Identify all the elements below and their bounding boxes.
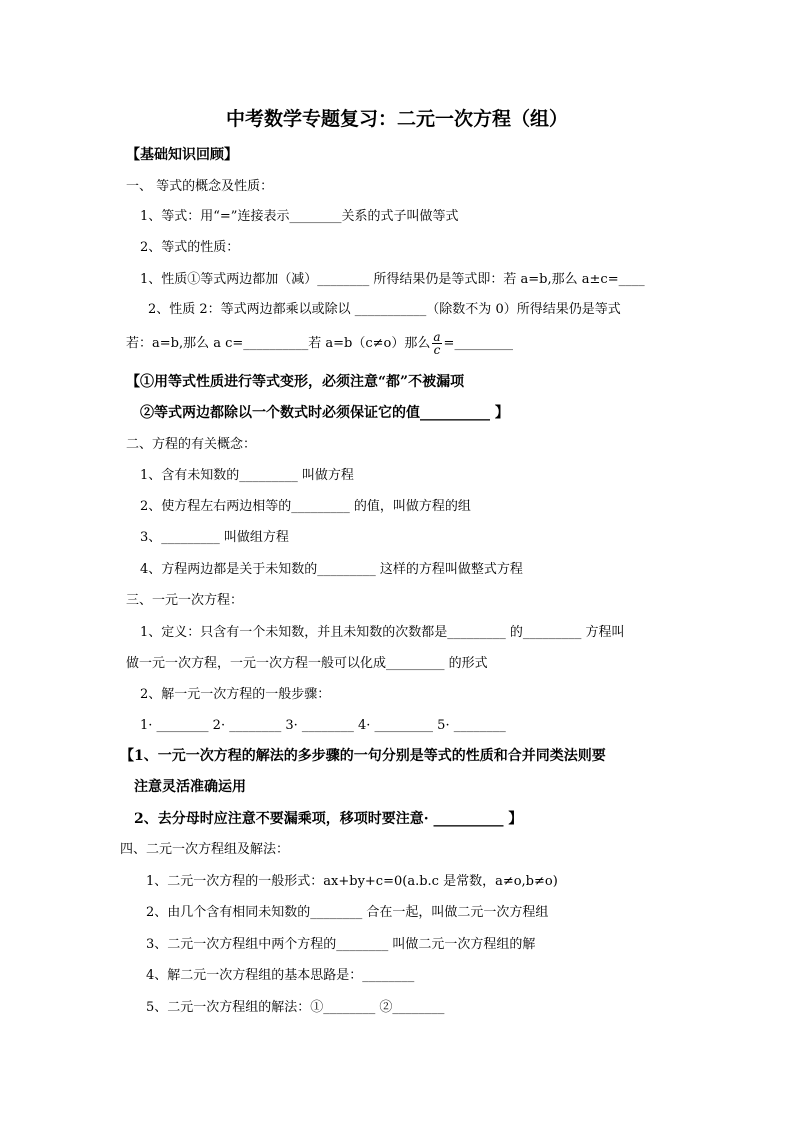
note-2-line-1: 【1、一元一次方程的解法的多步骤的一句分别是等式的性质和合并同类法则要	[120, 748, 606, 764]
s4-line-3: 3、二元一次方程组中两个方程的________ 叫做二元一次方程组的解	[146, 937, 536, 952]
s2-line-3: 3、_________ 叫做组方程	[140, 530, 289, 545]
s1-line-5	[126, 329, 513, 359]
s4-line-4: 4、解二元一次方程组的基本思路是：________	[146, 968, 415, 983]
section-3-heading: 三、一元一次方程：	[126, 593, 244, 608]
s3-line-2: 做一元一次方程，一元一次方程一般可以化成_________ 的形式	[126, 656, 488, 671]
s2-line-1: 1、含有未知数的_________ 叫做方程	[140, 468, 354, 483]
s1-line-2: 2、等式的性质：	[140, 240, 240, 255]
s1-line-3: 1、性质①等式两边都加（减）________ 所得结果仍是等式即：若 a=b,那么 a±c=____	[140, 272, 645, 287]
s1-line-1: 1、等式：用“=”连接表示________关系的式子叫做等式	[140, 209, 459, 224]
s2-line-2: 2、使方程左右两边相等的_________ 的值，叫做方程的组	[140, 499, 471, 514]
s4-line-1: 1、二元一次方程的一般形式：ax+by+c=0(a.b.c 是常数，a≠o,b≠o)	[146, 874, 558, 889]
note-2-line-3: 2、去分母时应注意不要漏乘项，移项时要注意· __________ 】	[134, 811, 523, 827]
s1-line-5-text-b: =_________	[443, 336, 513, 351]
page-title: 中考数学专题复习：二元一次方程（组）	[225, 108, 568, 130]
section-1-heading: 一、 等式的概念及性质：	[126, 179, 274, 194]
section-4-heading: 四、二元一次方程组及解法：	[120, 842, 290, 857]
s1-line-4: 2、性质 2：等式两边都乘以或除以 ___________（除数不为 0）所得结果仍是等式	[148, 302, 621, 317]
fraction-numerator: a	[433, 330, 441, 344]
section-heading: 【基础知识回顾】	[126, 147, 238, 163]
s2-line-4: 4、方程两边都是关于未知数的_________ 这样的方程叫做整式方程	[140, 562, 523, 577]
note-1-line-2: ②等式两边都除以一个数式时必须保证它的值__________ 】	[140, 405, 509, 421]
s3-line-3: 2、解一元一次方程的一般步骤：	[140, 687, 331, 702]
s4-line-5: 5、二元一次方程组的解法：①________ ②________	[146, 1000, 445, 1015]
section-2-heading: 二、方程的有关概念：	[126, 437, 257, 452]
s4-line-2: 2、由几个含有相同未知数的________ 合在一起，叫做二元一次方程组	[146, 905, 549, 920]
s1-line-5-text-a: 若：a=b,那么 a c=__________若 a=b（c≠o）那么	[126, 336, 431, 351]
fraction-denominator: c	[433, 343, 441, 357]
fraction-a-over-c	[432, 331, 441, 356]
s3-line-1: 1、定义：只含有一个未知数，并且未知数的次数都是_________ 的_________ 方程叫	[140, 625, 625, 640]
s3-steps: 1· ________ 2· ________ 3· ________ 4· _________ 5· ________	[140, 718, 506, 733]
note-2-line-2: 注意灵活准确运用	[134, 779, 246, 795]
note-1-line-1: 【①用等式性质进行等式变形，必须注意“都”不被漏项	[126, 374, 465, 390]
